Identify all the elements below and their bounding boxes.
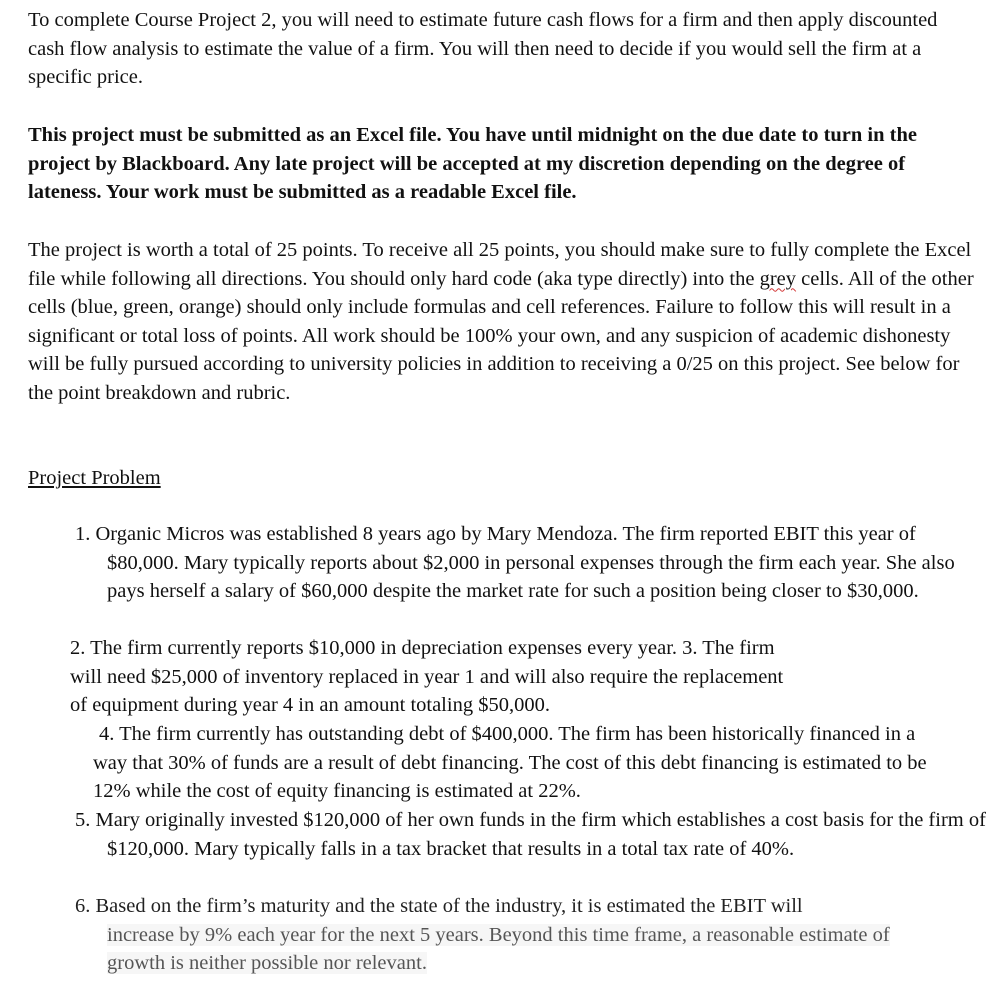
problem-item-6-continuation-wrap xyxy=(75,921,935,978)
problem-item-6-line-1: 6. Based on the firm’s maturity and the state of the industry, it is estimated the EBIT will xyxy=(75,895,803,917)
problem-item-2-line-1: 2. The firm currently reports $10,000 in depreciation expenses every year. 3. The firm xyxy=(70,637,775,659)
problem-item-5: 5. Mary originally invested $120,000 of her own funds in the firm which establishes a cost basis for the firm of $120,000. Mary typically falls in a tax bracket that results in a total tax rate of 40%. xyxy=(75,809,986,860)
problem-item-4: 4. The firm currently has outstanding debt of $400,000. The firm has been historically financed in a way that 30% of funds are a result of debt financing. The cost of this debt financing is estimated to be 12% while the cost of equity financing is estimated at 22%. xyxy=(93,723,927,803)
grading-paragraph xyxy=(28,236,978,408)
grading-text-end: cells. All of the other cells (blue, green, orange) should only include formulas and cell references. Failure to follow this will result in a significant or total loss of points. All work should be 100% your own, and any suspicion of academic dishonesty will be fully pursued according to university policies in addition to receiving a 0/25 on this project. See below for the point breakdown and rubric. xyxy=(28,267,974,404)
submission-paragraph: This project must be submitted as an Excel file. You have until midnight on the due date to turn in the project by Blackboard. Any late project will be accepted at my discretion depending on the degree of lateness. Your work must be submitted as a readable Excel file. xyxy=(28,124,917,204)
problem-item-2-3 xyxy=(70,634,950,720)
problem-item-6-continuation: increase by 9% each year for the next 5 years. Beyond this time frame, a reasonable estimate of growth is neither possible nor relevant. xyxy=(107,923,890,975)
problem-item-1: 1. Organic Micros was established 8 years ago by Mary Mendoza. The firm reported EBIT this year of $80,000. Mary typically reports about $2,000 in personal expenses through the firm each year. She also pays herself a salary of $60,000 despite the market rate for such a position being closer to $30,000. xyxy=(75,523,955,603)
spellcheck-flagged-word[interactable]: grey xyxy=(759,267,797,290)
problem-item-6 xyxy=(75,892,935,978)
project-problem-heading: Project Problem xyxy=(28,467,161,489)
problem-item-2-line-2: will need $25,000 of inventory replaced in year 1 and will also require the replacement xyxy=(70,665,784,688)
grading-text-start: The project is worth a total of 25 points. To receive all 25 points, you should make sure to fully complete the Excel file while following all directions. You should only hard code (aka type directly) into the xyxy=(28,239,972,290)
intro-paragraph: To complete Course Project 2, you will need to estimate future cash flows for a firm and then apply discounted cash flow analysis to estimate the value of a firm. You will then need to decide if you would sell the firm at a specific price. xyxy=(28,9,938,89)
problem-item-2-line-3: of equipment during year 4 in an amount totaling $50,000. xyxy=(70,694,550,717)
